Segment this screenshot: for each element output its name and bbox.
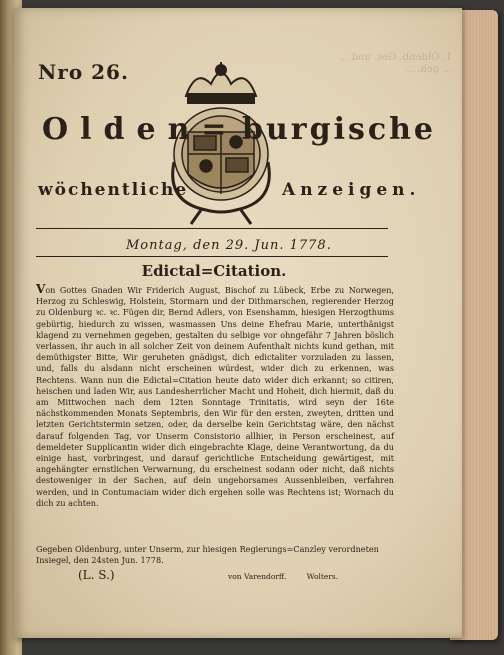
dateline: Montag, den 29. Jun. 1778. (126, 238, 332, 253)
bleed-through-text (262, 52, 452, 92)
bleed-line: ... geh. ... (404, 64, 452, 75)
body-paragraph: Von Gottes Gnaden Wir Friderich August, Bischof zu Lübeck, Erbe zu Norwegen, Herzog zu Schleswig, Holstein, Stormarn und der Dithmarschen, regierender Herzog zu Oldenburg ꝛc. ꝛc. Fügen dir, Bernd Adlers, von Esenshamm, hiesigen Herzogthums gebürtig, hiedurch zu wissen, wasmassen Uns deine Ehefrau Marie, unterthänigst klagend zu vernehmen gegeben, gestalten du selbige vor ohngefähr 7 Jahren böslich verlassen, ihr auch in all solcher Zeit von deinem Aufenthalt nichts kund gethan, mit demüthigster Bitte, Wir geruheten gnädigst, dich edictaliter vorzuladen zu lassen, und, falls du alsdann nicht erscheinen würdest, wider dich zu erkennen, was Rechtens. Wann nun die Edictal=Citation heute dato wider dich erkannt; so citiren, heischen und laden Wir, aus Landesherrlicher Macht und Hoheit, dich hiermit, daß du am Mittwochen nach dem 12ten Sonntage Trinitatis, wird seyn der 16te nächstkommenden Monats Septembris, den Wir für den ersten, zweyten, dritten und letzten Gerichtstermin setzen, oder, da derselbe kein Gerichtstag wäre, den nächst darauf folgenden Tag, vor Unserm Consistorio allhier, in Person erscheinest, auf demeldeter Supplicantin wider dich eingebrachte Klage, deine Verantwortung, da du einige hast, vorbringest, und darauf gerichtliche Entscheidung gewärtigest, mit angehängter ernstlichen Verwarnung, du erscheinest sodann oder nicht, daß nichts destoweniger in der Sachen, auf dein ungehorsames Aussenbleiben, verfahren werden, und in Contumaciam wider dich ergehen solle was Rechtens ist; Wornach du dich zu achten. (36, 282, 394, 508)
seal-mark: (L. S.) (78, 568, 115, 582)
coat-of-arms-icon (166, 62, 276, 232)
newspaper-page (14, 8, 462, 638)
rule-top (36, 228, 388, 229)
body-text (36, 284, 394, 509)
signers (228, 572, 356, 581)
masthead-title-right: burgische (242, 112, 437, 147)
issue-number: Nro 26. (38, 60, 129, 84)
masthead-title-left: Olden= (42, 112, 239, 147)
signer-name: von Varendorff. (228, 572, 287, 581)
rule-bottom (36, 256, 388, 257)
bleed-line: 1. Oldenb. Ges. und ... (338, 52, 452, 63)
section-heading: Edictal=Citation. (141, 262, 287, 280)
masthead-subtitle-right: Anzeigen. (282, 180, 421, 200)
signer-name: Wolters. (306, 572, 339, 581)
closing-text: Gegeben Oldenburg, unter Unserm, zur hiesigen Regierungs=Canzley verordneten Insiegel, den 24sten Jun. 1778. (36, 544, 379, 566)
masthead-subtitle-left: wöchentliche (38, 180, 189, 200)
